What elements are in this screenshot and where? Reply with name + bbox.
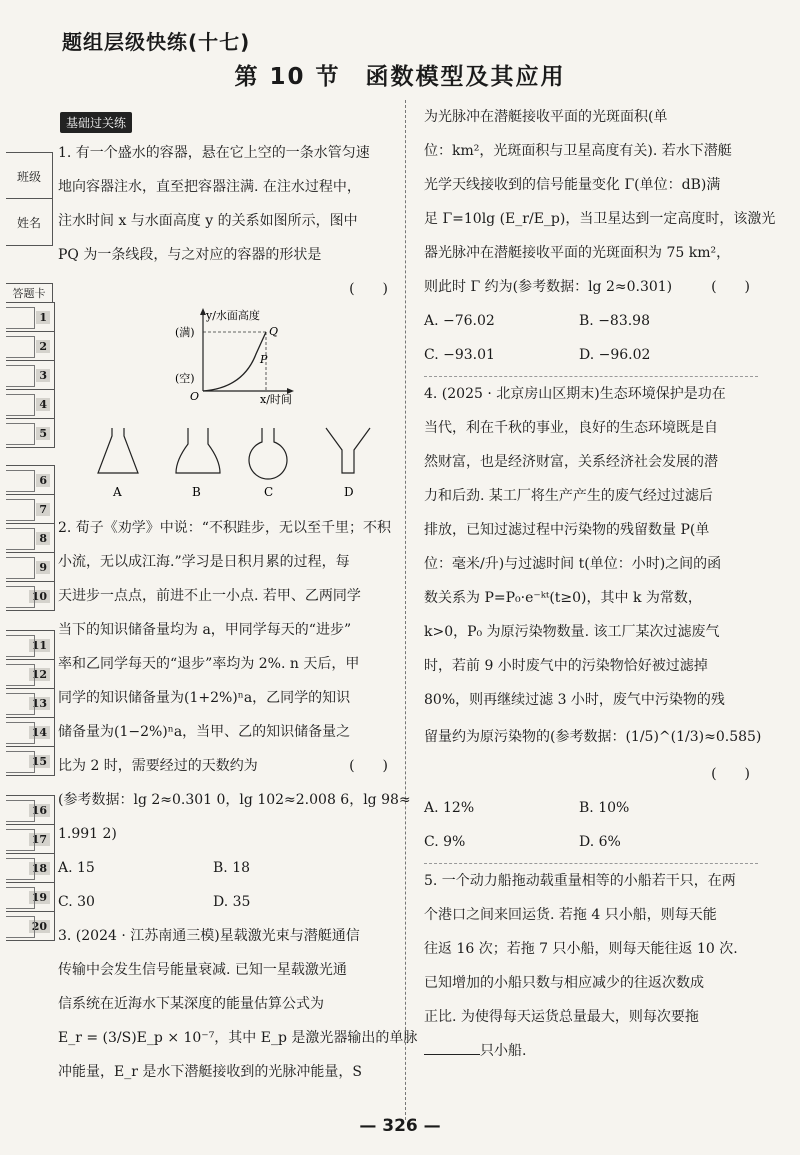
answer-cell[interactable]: 3	[6, 361, 54, 390]
q3-line: 则此时 Γ 约为(参考数据：lg 2≈0.301)	[424, 279, 673, 295]
option-d-label: D	[344, 485, 354, 499]
empty-label: (空)	[175, 372, 195, 385]
q3-option-a[interactable]: A. −76.02	[424, 313, 495, 329]
q5-line: 正比. 为使得每天运货总量最大，则每次要拖	[424, 1009, 699, 1025]
question-2	[58, 511, 411, 919]
answer-cell[interactable]: 7	[6, 495, 54, 524]
point-p-label: P	[260, 353, 268, 366]
q3-line: 冲能量，E_r 是水下潜艇接收到的光脉冲能量，S	[58, 1064, 362, 1080]
q2-line: 小流，无以成江海.”学习是日积月累的过程，每	[58, 554, 350, 570]
q3-option-c[interactable]: C. −93.01	[424, 347, 495, 363]
q2-line: 比为 2 时，需要经过的天数约为	[58, 758, 258, 774]
name-label: 姓名	[16, 215, 41, 230]
q2-answer-bracket[interactable]: ( )	[349, 758, 388, 774]
q4-line: 留量约为原污染物的(参考数据：(1/5)^(1/3)≈0.585)	[424, 729, 762, 745]
answer-cell[interactable]: 18	[6, 854, 54, 883]
answer-cell[interactable]: 9	[6, 553, 54, 582]
answer-cell[interactable]: 2	[6, 332, 54, 361]
q1-line: PQ 为一条线段，与之对应的容器的形状是	[58, 247, 322, 263]
answer-cell[interactable]: 5	[6, 419, 54, 447]
q4-line: 当代，利在千秋的事业，良好的生态环境既是自	[424, 420, 718, 436]
q4-line: 数关系为 P=P₀·e⁻ᵏᵗ(t≥0)，其中 k 为常数，	[424, 590, 702, 606]
q4-option-c[interactable]: C. 9%	[424, 834, 466, 850]
answer-card-group-4	[6, 795, 55, 941]
q5-line: 个港口之间来回运货. 若拖 4 只小船，则每天能	[424, 907, 717, 923]
q1-answer-bracket[interactable]: ( )	[349, 281, 388, 297]
q1-figure	[58, 306, 396, 511]
option-a-label: A	[113, 485, 122, 499]
answer-card-label: 答题卡	[6, 283, 53, 303]
x-axis-label: x/时间	[260, 393, 292, 406]
origin-label: O	[190, 390, 200, 403]
answer-card-group-1	[6, 302, 55, 448]
answer-cell[interactable]: 11	[6, 631, 54, 660]
y-axis-label: y/水面高度	[206, 309, 260, 322]
q2-line: 储备量为(1−2%)ⁿa，当甲、乙的知识储备量之	[58, 724, 351, 740]
q4-option-b[interactable]: B. 10%	[579, 800, 630, 816]
answer-cell[interactable]: 16	[6, 796, 54, 825]
answer-cell[interactable]: 13	[6, 689, 54, 718]
answer-cell[interactable]: 6	[6, 466, 54, 495]
container-a[interactable]	[98, 428, 138, 473]
question-3-start	[58, 919, 418, 1089]
q2-reference: 1.991 2)	[58, 826, 117, 842]
left-column	[58, 112, 418, 1089]
q2-option-d[interactable]: D. 35	[213, 894, 251, 910]
class-label: 班级	[16, 169, 41, 184]
q3-line: 为光脉冲在潜艇接收平面的光斑面积(单	[424, 109, 668, 125]
q1-line: 地向容器注水，直至把容器注满. 在注水过程中，	[58, 179, 361, 195]
q5-line: 往返 16 次；若拖 7 只小船，则每天能往返 10 次.	[424, 941, 738, 957]
q5-answer-blank[interactable]	[424, 1040, 480, 1055]
q4-line: k>0，P₀ 为原污染物数量. 该工厂某次过滤废气	[424, 624, 720, 640]
answer-cell[interactable]: 12	[6, 660, 54, 689]
answer-cell[interactable]: 15	[6, 747, 54, 775]
q4-option-a[interactable]: A. 12%	[424, 800, 475, 816]
q3-option-b[interactable]: B. −83.98	[579, 313, 650, 329]
q2-option-b[interactable]: B. 18	[213, 860, 251, 876]
q3-line: 信系统在近海水下某深度的能量估算公式为	[58, 996, 324, 1012]
q2-line: 率和乙同学每天的“退步”率均为 2%. n 天后，甲	[58, 656, 360, 672]
height-curve	[203, 332, 266, 391]
q2-option-c[interactable]: C. 30	[58, 894, 95, 910]
q4-answer-bracket[interactable]: ( )	[711, 766, 750, 782]
q4-line: 位：毫米/升)与过滤时间 t(单位：小时)之间的函	[424, 556, 722, 572]
q5-line: 已知增加的小船只数与相应减少的往返次数成	[424, 975, 704, 991]
q2-line: 同学的知识储备量为(1+2%)ⁿa，乙同学的知识	[58, 690, 351, 706]
answer-card-group-2	[6, 465, 55, 611]
q4-line: 然财富，也是经济财富，关系经济社会发展的潜	[424, 454, 718, 470]
class-box	[6, 152, 53, 200]
q4-line: 4. (2025 · 北京房山区期末)生态环境保护是功在	[424, 386, 726, 402]
answer-cell[interactable]: 8	[6, 524, 54, 553]
q4-line: 80%，则再继续过滤 3 小时，废气中污染物的残	[424, 692, 725, 708]
q1-graph-svg	[58, 306, 396, 511]
answer-cell[interactable]: 17	[6, 825, 54, 854]
column-divider	[405, 100, 406, 1120]
q2-option-a[interactable]: A. 15	[58, 860, 95, 876]
q3-line: 3. (2024 · 江苏南通三模)星载激光束与潜艇通信	[58, 928, 360, 944]
q2-line: 天进步一点点，前进不止一小点. 若甲、乙两同学	[58, 588, 361, 604]
series-title: 题组层级快练(十七)	[62, 30, 251, 54]
full-label: (满)	[175, 326, 195, 339]
q1-line: 1. 有一个盛水的容器，悬在它上空的一条水管匀速	[58, 145, 370, 161]
q5-line: 5. 一个动力船拖动载重量相等的小船若干只，在两	[424, 873, 736, 889]
name-box	[6, 198, 53, 246]
q2-line: 2. 荀子《劝学》中说：“不积跬步，无以至千里；不积	[58, 520, 391, 536]
question-1	[58, 136, 396, 511]
q2-reference: (参考数据：lg 2≈0.301 0，lg 102≈2.008 6，lg 98≈	[58, 792, 411, 808]
q3-line: 足 Γ=10lg (E_r/E_p)，当卫星达到一定高度时，该激光	[424, 211, 776, 227]
q4-line: 力和后劲. 某工厂将生产产生的废气经过过滤后	[424, 488, 713, 504]
q3-line: 器光脉冲在潜艇接收平面的光斑面积为 75 km²，	[424, 245, 731, 261]
question-3-continued	[424, 100, 776, 372]
point-q-label: Q	[269, 325, 279, 338]
section-title: 第 10 节 函数模型及其应用	[234, 64, 566, 90]
q4-line: 时，若前 9 小时废气中的污染物恰好被过滤掉	[424, 658, 708, 674]
answer-cell[interactable]: 14	[6, 718, 54, 747]
q3-line: 光学天线接收到的信号能量变化 Γ(单位：dB)满	[424, 177, 721, 193]
answer-cell[interactable]: 4	[6, 390, 54, 419]
q4-option-d[interactable]: D. 6%	[579, 834, 621, 850]
q2-line: 当下的知识储备量均为 a，甲同学每天的“进步”	[58, 622, 352, 638]
answer-cell[interactable]: 10	[6, 582, 54, 610]
page-number: — 326 —	[359, 1116, 441, 1136]
answer-card-group-3	[6, 630, 55, 776]
container-d[interactable]	[326, 428, 370, 473]
question-4	[424, 376, 762, 859]
q3-line: 传输中会发生信号能量衰减. 已知一星载激光通	[58, 962, 347, 978]
q3-line: E_r = (3/S)E_p × 10⁻⁷，其中 E_p 是激光器输出的单脉	[58, 1030, 418, 1046]
container-b[interactable]	[176, 428, 220, 473]
q3-option-d[interactable]: D. −96.02	[579, 347, 651, 363]
container-c[interactable]	[249, 428, 287, 479]
answer-cell[interactable]: 1	[6, 303, 54, 332]
question-5	[424, 863, 758, 1068]
answer-cell[interactable]: 19	[6, 883, 54, 912]
q3-answer-bracket[interactable]: ( )	[711, 279, 750, 295]
q1-line: 注水时间 x 与水面高度 y 的关系如图所示，图中	[58, 213, 358, 229]
option-c-label: C	[264, 485, 274, 499]
q4-line: 排放，已知过滤过程中污染物的残留数量 P(单	[424, 522, 710, 538]
section-badge: 基础过关练	[60, 112, 132, 133]
right-column	[424, 100, 776, 1068]
option-b-label: B	[192, 485, 201, 499]
q5-suffix: 只小船.	[480, 1043, 527, 1059]
q3-line: 位：km²，光斑面积与卫星高度有关). 若水下潜艇	[424, 143, 732, 159]
answer-cell[interactable]: 20	[6, 912, 54, 940]
